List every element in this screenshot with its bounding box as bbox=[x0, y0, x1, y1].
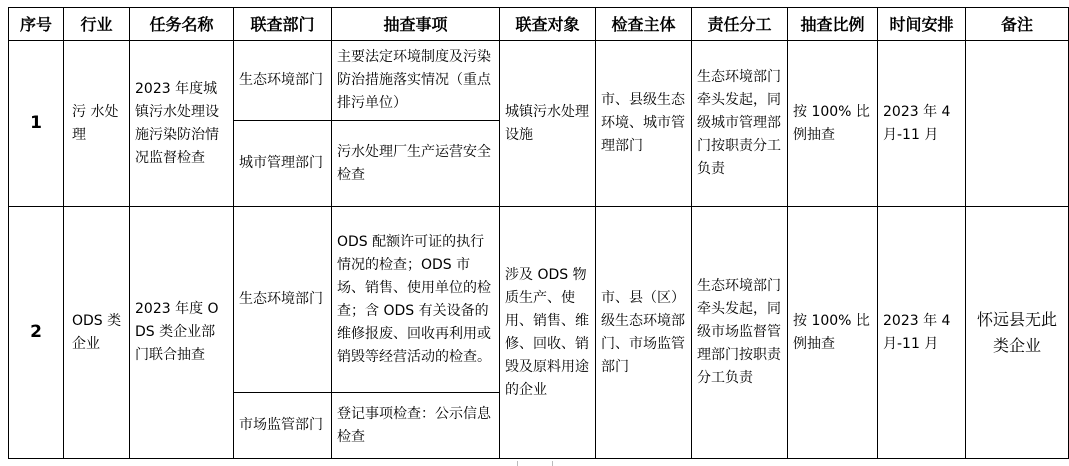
header-industry: 行业 bbox=[64, 8, 130, 41]
header-note: 备注 bbox=[966, 8, 1069, 41]
header-target: 联查对象 bbox=[500, 8, 596, 41]
row-note bbox=[966, 41, 1069, 207]
row-dept: 生态环境部门 bbox=[234, 207, 332, 393]
table-row bbox=[9, 207, 1069, 393]
table-row bbox=[9, 41, 1069, 121]
row-task: 2023 年度城镇污水处理设施污染防治情况监督检查 bbox=[130, 41, 234, 207]
row-task: 2023 年度 ODS 类企业部门联合抽查 bbox=[130, 207, 234, 459]
row-matter: 登记事项检查：公示信息检查 bbox=[332, 393, 500, 459]
row-matter: 污水处理厂生产运营安全检查 bbox=[332, 121, 500, 207]
header-task: 任务名称 bbox=[130, 8, 234, 41]
row-matter: 主要法定环境制度及污染防治措施落实情况（重点排污单位） bbox=[332, 41, 500, 121]
row-note: 怀远县无此类企业 bbox=[966, 207, 1069, 459]
row-duty: 生态环境部门牵头发起，同级市场监督管理部门按职责分工负责 bbox=[692, 207, 788, 459]
row-matter: ODS 配额许可证的执行情况的检查；ODS 市场、销售、使用单位的检查；含 ODS 有关设备的维修报废、回收再利用或销毁等经营活动的检查。 bbox=[332, 207, 500, 393]
header-schedule: 时间安排 bbox=[878, 8, 966, 41]
row-schedule: 2023 年 4 月-11 月 bbox=[878, 41, 966, 207]
row-subject: 市、县级生态环境、城市管理部门 bbox=[596, 41, 692, 207]
row-schedule: 2023 年 4 月-11 月 bbox=[878, 207, 966, 459]
row-target: 城镇污水处理设施 bbox=[500, 41, 596, 207]
page-edge-marker bbox=[517, 461, 553, 466]
header-row bbox=[9, 8, 1069, 41]
row-dept: 市场监管部门 bbox=[234, 393, 332, 459]
row-dept: 生态环境部门 bbox=[234, 41, 332, 121]
row-ratio: 按 100% 比例抽查 bbox=[788, 207, 878, 459]
row-ratio: 按 100% 比例抽查 bbox=[788, 41, 878, 207]
header-duty: 责任分工 bbox=[692, 8, 788, 41]
header-matter: 抽查事项 bbox=[332, 8, 500, 41]
inspection-table bbox=[8, 7, 1069, 459]
row-target: 涉及 ODS 物质生产、使用、销售、维修、回收、销毁及原料用途的企业 bbox=[500, 207, 596, 459]
row-index: 2 bbox=[9, 207, 64, 459]
header-subject: 检查主体 bbox=[596, 8, 692, 41]
header-dept: 联查部门 bbox=[234, 8, 332, 41]
row-index: 1 bbox=[9, 41, 64, 207]
header-ratio: 抽查比例 bbox=[788, 8, 878, 41]
row-industry: ODS 类企业 bbox=[64, 207, 130, 459]
row-industry: 污 水处理 bbox=[64, 41, 130, 207]
row-subject: 市、县（区）级生态环境部门、市场监管部门 bbox=[596, 207, 692, 459]
row-dept: 城市管理部门 bbox=[234, 121, 332, 207]
row-duty: 生态环境部门牵头发起，同级城市管理部门按职责分工负责 bbox=[692, 41, 788, 207]
header-index: 序号 bbox=[9, 8, 64, 41]
